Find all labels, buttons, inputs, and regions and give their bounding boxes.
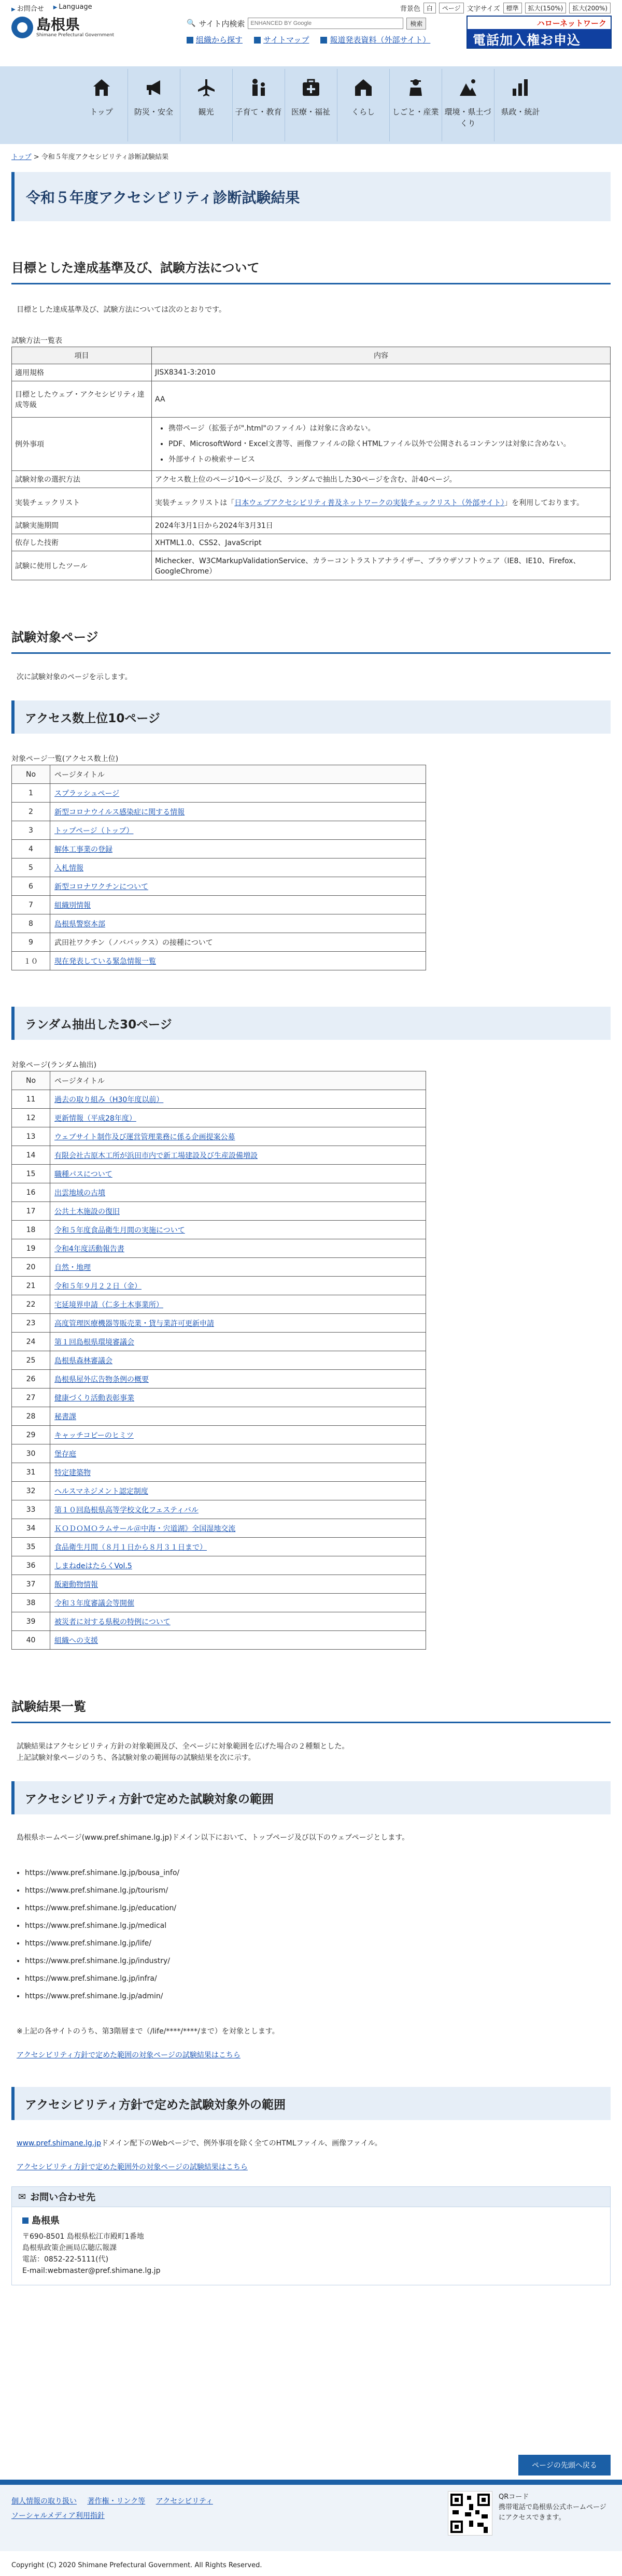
nav-item-industry[interactable]: しごと・産業: [390, 69, 442, 141]
row-number: 7: [12, 896, 50, 914]
row-number: 36: [12, 1556, 50, 1575]
row-number: 19: [12, 1239, 50, 1258]
mobile-site-link[interactable]: ▶ お問合せ: [11, 5, 44, 13]
megaphone-icon: [143, 76, 165, 99]
method-table: [11, 347, 611, 580]
qr-code-icon: [448, 2491, 492, 2536]
top10-table: [11, 765, 426, 970]
table-row: [12, 1370, 426, 1389]
subheading-top10: アクセス数上位10ページ: [11, 700, 611, 734]
accessibility-link[interactable]: アクセシビリティ: [156, 2497, 213, 2506]
col-header-title: ページタイトル: [50, 1071, 426, 1090]
row-number: 5: [12, 858, 50, 877]
page-title-link[interactable]: 宅延境界申請（仁多土木事業所）: [54, 1300, 163, 1309]
method-table-caption: 試験方法一覧表: [11, 337, 62, 345]
table-row: [12, 1146, 426, 1165]
page-title-link[interactable]: 島根県屋外広告物条例の概要: [54, 1375, 149, 1384]
row-number: 11: [12, 1090, 50, 1109]
table-row: 試験に使用したツール Michecker、W3CMarkupValidationService、カラーコントラストアナライザー、ブラウザソフトウェア（IE8、IE10、Firefox、GoogleChrome）: [12, 551, 611, 580]
targets-intro: 次に試験対象のページを示します。: [17, 673, 132, 681]
table-row: [12, 1519, 426, 1538]
table-row: [12, 914, 426, 933]
nav-item-tourism[interactable]: 観光: [180, 69, 233, 141]
banner-main-text: 電話加入権お申込: [473, 33, 581, 48]
outside-domain-link[interactable]: www.pref.shimane.lg.jp: [17, 2139, 102, 2148]
table-row: [12, 858, 426, 877]
global-nav: [0, 66, 622, 144]
page-title-link[interactable]: 令和５年度食品衛生月間の実施について: [54, 1226, 185, 1235]
table-row: [12, 1295, 426, 1314]
table-row: [12, 896, 426, 914]
policy-note: ※上記の各サイトのうち、第3階層まで（/life/****/****/まで）を対象とします。: [17, 2027, 279, 2036]
qr-description: 携帯電話で島根県公式ホームページにアクセスできます。: [499, 2503, 606, 2522]
search-label: サイト内検索: [199, 19, 245, 28]
row-number: 2: [12, 803, 50, 821]
row-number: 21: [12, 1277, 50, 1295]
page-title-link[interactable]: 出雲地域の古墳: [54, 1189, 105, 1197]
row-number: 22: [12, 1295, 50, 1314]
chart-icon: [509, 76, 532, 99]
row-number: 40: [12, 1631, 50, 1650]
page-title-link[interactable]: 島根県森林審議会: [54, 1356, 112, 1365]
copyright-link[interactable]: 著作権・リンク等: [87, 2497, 146, 2506]
list-item: • PDF、MicrosoftWord・Excel文書等、画像ファイルの除くHTMLファイル以外で公開されるコンテンツは対象に含めない。: [168, 436, 607, 452]
nav-item-disaster[interactable]: 防災・安全: [128, 69, 180, 141]
policy-url-list: [25, 1864, 611, 2005]
subheading-policy-scope: アクセシビリティ方針で定めた試験対象の範囲: [11, 1781, 611, 1814]
qr-title: QRコード: [499, 2493, 529, 2501]
table-row: 実装チェックリスト 実装チェックリストは「日本ウェブアクセシビリティ普及ネットワークの実装チェックリスト（外部サイト）」を利用しております。: [12, 488, 611, 517]
table-row: [12, 1109, 426, 1127]
triangle-icon: ▶: [11, 6, 16, 12]
list-item: • https://www.pref.shimane.lg.jp/life/: [25, 1935, 611, 1952]
font-size-label: 文字サイズ: [466, 5, 500, 13]
footer-band: [0, 2480, 622, 2485]
col-header-content: 内容: [152, 347, 611, 364]
table-row: [12, 840, 426, 858]
table-row: [12, 1202, 426, 1221]
list-item: • https://www.pref.shimane.lg.jp/education/: [25, 1899, 611, 1917]
page-title-text: 武田社ワクチン（ノババックス）の接種について: [50, 933, 426, 952]
row-number: 32: [12, 1482, 50, 1500]
page-title-link[interactable]: 組織への支援: [54, 1636, 98, 1645]
random-table: [11, 1071, 426, 1650]
table-row: 依存した技術 XHTML1.0、CSS2、JavaScript: [12, 534, 611, 551]
font-150-button[interactable]: 拡大(150%): [525, 3, 567, 13]
row-number: 3: [12, 821, 50, 840]
col-header-no: No: [12, 1071, 50, 1090]
table-row: 目標としたウェブ・アクセシビリティ達成等級 AA: [12, 381, 611, 418]
site-header: [0, 16, 622, 66]
section-heading-targets: 試験対象ページ: [11, 627, 611, 654]
row-number: 37: [12, 1575, 50, 1594]
contact-box: [11, 2207, 611, 2285]
bg-white-button[interactable]: 白: [423, 3, 436, 13]
table-row: [12, 784, 426, 803]
nav-item-top[interactable]: トップ: [76, 69, 128, 141]
row-number: 34: [12, 1519, 50, 1538]
page-title-link[interactable]: 有限会社古原木工所が浜田市内で新工場建設及び生産設備増設: [54, 1151, 258, 1160]
subheading-random30: ランダム抽出した30ページ: [11, 1007, 611, 1040]
row-number: 38: [12, 1594, 50, 1612]
site-logo[interactable]: [11, 17, 182, 38]
bg-page-button[interactable]: ページ: [439, 3, 464, 13]
search-icon: 🔍: [187, 19, 196, 27]
table-row: [12, 1631, 426, 1650]
row-number: 31: [12, 1463, 50, 1482]
page-title-link[interactable]: 令和３年度審議会等開催: [54, 1599, 134, 1608]
font-200-button[interactable]: 拡大(200%): [569, 3, 611, 13]
col-header-no: No: [12, 765, 50, 784]
table-row: [12, 1463, 426, 1482]
page-title-link[interactable]: 解体工事業の登録: [54, 845, 112, 854]
list-item: • https://www.pref.shimane.lg.jp/medical: [25, 1917, 611, 1935]
row-number: 30: [12, 1444, 50, 1463]
row-number: 25: [12, 1351, 50, 1370]
random-caption: 対象ページ(ランダム抽出): [11, 1061, 97, 1069]
row-number: 6: [12, 877, 50, 896]
outside-results-link[interactable]: アクセシビリティ方針で定めた範囲外の対象ページの試験結果はこちら: [17, 2163, 248, 2171]
table-row: [12, 1444, 426, 1463]
square-bullet-icon: [22, 2217, 29, 2224]
page-title-link[interactable]: 健康づくり活動表彰事業: [54, 1394, 134, 1403]
nav-item-medical[interactable]: 医療・福祉: [285, 69, 337, 141]
ad-banner[interactable]: [466, 16, 612, 49]
breadcrumb-top-link[interactable]: トップ: [11, 153, 32, 161]
contact-org: 島根県: [32, 2215, 60, 2226]
square-bullet-icon: [254, 37, 261, 44]
medical-bag-icon: [300, 76, 322, 99]
page-title-link[interactable]: 令和4年度活動報告書: [54, 1244, 124, 1253]
table-row: [12, 1221, 426, 1239]
page-title-link[interactable]: 過去の取り組み（H30年度以前）: [54, 1095, 164, 1104]
row-number: 27: [12, 1389, 50, 1407]
row-number: 17: [12, 1202, 50, 1221]
table-row: [12, 1351, 426, 1370]
criteria-intro: 目標とした達成基準及び、試験方法については次のとおりです。: [17, 306, 227, 314]
section-heading-results: 試験結果一覧: [11, 1696, 611, 1723]
table-row: 試験対象の選択方法 アクセス数上位のページ10ページ及び、ランダムで抽出した30ページを含む、計40ページ。: [12, 471, 611, 488]
row-number: 35: [12, 1538, 50, 1556]
house-icon: [352, 76, 375, 99]
row-number: 15: [12, 1165, 50, 1183]
row-number: 13: [12, 1127, 50, 1146]
row-number: 26: [12, 1370, 50, 1389]
table-row: [12, 1575, 426, 1594]
page-title-link[interactable]: 新型コロナウイルス感染症に関する情報: [54, 808, 185, 817]
list-item: • https://www.pref.shimane.lg.jp/industry/: [25, 1952, 611, 1970]
nav-item-statistics[interactable]: 県政・統計: [494, 69, 547, 141]
col-header-item: 項目: [12, 347, 152, 364]
table-row: [12, 1594, 426, 1612]
page-title-link[interactable]: スプラッシュページ: [54, 789, 120, 798]
table-row: [12, 877, 426, 896]
table-row: [12, 1090, 426, 1109]
language-link[interactable]: ▶ Language: [53, 3, 92, 11]
nav-item-life[interactable]: くらし: [337, 69, 390, 141]
top10-caption: 対象ページ一覧(アクセス数上位): [11, 755, 119, 763]
table-row: [12, 952, 426, 970]
row-number: 4: [12, 840, 50, 858]
col-header-title: ページタイトル: [50, 765, 426, 784]
square-bullet-icon: [187, 37, 193, 44]
table-row: [12, 1183, 426, 1202]
row-number: １０: [12, 952, 50, 970]
page-title-link[interactable]: キャッチコピーのヒミツ: [54, 1431, 134, 1440]
checklist-link[interactable]: 日本ウェブアクセシビリティ普及ネットワークの実装チェックリスト（外部サイト）: [234, 498, 505, 507]
table-row: [12, 1127, 426, 1146]
press-release-link[interactable]: 報道発表資料（外部サイト）: [320, 34, 430, 45]
search-area: [187, 16, 461, 45]
row-number: 29: [12, 1426, 50, 1444]
table-row: [12, 1333, 426, 1351]
row-number: 18: [12, 1221, 50, 1239]
table-row: [12, 1482, 426, 1500]
row-number: 9: [12, 933, 50, 952]
triangle-icon: ▶: [53, 4, 58, 10]
page-title-link[interactable]: 入札情報: [54, 864, 83, 872]
org-search-link[interactable]: 組織から探す: [187, 34, 243, 45]
table-row: [12, 1500, 426, 1519]
subheading-outside-scope: アクセシビリティ方針で定めた試験対象外の範囲: [11, 2087, 611, 2120]
row-number: 39: [12, 1612, 50, 1631]
page-title: 令和５年度アクセシビリティ診断試験結果: [11, 172, 611, 221]
logo-title: 島根県: [36, 16, 80, 33]
table-row: 試験実施期間 2024年3月1日から2024年3月31日: [12, 517, 611, 534]
bg-color-label: 背景色: [400, 5, 420, 13]
page-title-link[interactable]: 食品衛生月間（８月１日から８月３１日まで）: [54, 1543, 207, 1552]
mail-icon: ✉: [18, 2191, 26, 2202]
row-number: 16: [12, 1183, 50, 1202]
row-number: 14: [12, 1146, 50, 1165]
page-title-link[interactable]: 新型コロナワクチンについて: [54, 882, 149, 891]
page-title-link[interactable]: 堡存庭: [54, 1450, 76, 1458]
table-row: 例外事項 • 携帯ページ（拡張子が".html"のファイル）は対象に含めない。 • PDF、MicrosoftWord・Excel文書等、画像ファイルの除くHTMLファイル以外で公開されるコンテンツは対象に含めない。 • 外部サイトの検索サービス: [12, 418, 611, 471]
nav-item-education[interactable]: 子育て・教育: [233, 69, 285, 141]
row-number: 24: [12, 1333, 50, 1351]
table-row: [12, 1407, 426, 1426]
contact-email: E-mail:webmaster@pref.shimane.lg.jp: [22, 2267, 161, 2275]
table-row: [12, 803, 426, 821]
page-title-link[interactable]: 被災者に対する県税の特例について: [54, 1618, 171, 1626]
page-title-link[interactable]: 第１０回島根県高等学校文化フェスティバル: [54, 1506, 199, 1514]
table-row: [12, 821, 426, 840]
nav-item-environment[interactable]: 環境・県土づくり: [442, 69, 494, 141]
policy-results-link[interactable]: アクセシビリティ方針で定めた範囲の対象ページの試験結果はこちら: [17, 2051, 241, 2059]
row-number: 12: [12, 1109, 50, 1127]
environment-icon: [457, 76, 479, 99]
breadcrumb-current: 令和５年度アクセシビリティ診断試験結果: [41, 153, 169, 161]
policy-scope-text: 島根県ホームページ(www.pref.shimane.lg.jp)ドメイン以下において、トップページ及び以下のウェブページとします。: [17, 1834, 409, 1842]
page-title-link[interactable]: ヘルスマネジメント認定制度: [54, 1487, 148, 1496]
square-bullet-icon: [320, 37, 327, 44]
contact-heading: ✉ お問い合わせ先: [11, 2186, 611, 2207]
home-icon: [90, 76, 113, 99]
page-title-link[interactable]: トップページ（トップ）: [54, 826, 134, 835]
results-intro-1: 試験結果はアクセシビリティ方針の対象範囲及び、全ページに対象範囲を広げた場合の２種類とした。: [17, 1742, 349, 1751]
page-title-link[interactable]: 令和５年９月２２日（金）: [54, 1282, 142, 1291]
row-number: 1: [12, 784, 50, 803]
page-title-link[interactable]: 島根県警察本部: [54, 920, 105, 928]
table-row: [12, 1426, 426, 1444]
page-title-link[interactable]: 職種パスについて: [54, 1170, 112, 1179]
prefecture-emblem-icon: [11, 17, 33, 38]
row-number: 20: [12, 1258, 50, 1277]
table-row: [12, 1239, 426, 1258]
page-title-link[interactable]: ウェブサイト制作及び運営管理業務に係る企画提案公募: [54, 1133, 235, 1141]
list-item: • https://www.pref.shimane.lg.jp/bousa_info/: [25, 1864, 611, 1882]
list-item: • https://www.pref.shimane.lg.jp/tourism/: [25, 1882, 611, 1899]
copyright-text: Copyright (C) 2020 Shimane Prefectural Government. All Rights Reserved.: [11, 2561, 262, 2569]
page-title-link[interactable]: 高度管理医療機器等販売業・貸与業許可更新申請: [54, 1319, 214, 1328]
site-footer: [0, 2485, 622, 2551]
social-media-link[interactable]: ソーシャルメディア利用指針: [11, 2512, 105, 2520]
contact-address: 〒690-8501 島根県松江市殿町1番地: [22, 2232, 144, 2241]
contact-tel: 電話：0852-22-5111(代): [22, 2255, 109, 2264]
page-title-link[interactable]: 第１回島根県環境審議会: [54, 1338, 134, 1347]
page-title-link[interactable]: 更新情報（平成28年度）: [54, 1114, 136, 1123]
table-row: [12, 1314, 426, 1333]
row-number: 8: [12, 914, 50, 933]
page-title-link[interactable]: 特定建築物: [54, 1468, 91, 1477]
page-title-link[interactable]: 現在発表している緊急情報一覧: [54, 957, 156, 966]
results-intro-2: 上記試験対象ページのうち、各試験対象の範囲毎の試験結果を次に示す。: [17, 1754, 256, 1762]
contact-reception: 島根県政策企画局広聴広報課: [22, 2244, 117, 2252]
breadcrumb: トップ > 令和５年度アクセシビリティ診断試験結果: [11, 153, 169, 161]
list-item: • 外部サイトの検索サービス: [168, 452, 607, 467]
table-row: 適用規格 JISX8341-3:2010: [12, 364, 611, 381]
row-number: 28: [12, 1407, 50, 1426]
list-item: • 携帯ページ（拡張子が".html"のファイル）は対象に含めない。: [168, 421, 607, 436]
table-row: [12, 1277, 426, 1295]
family-icon: [247, 76, 270, 99]
search-button[interactable]: 検索: [406, 18, 426, 30]
row-number: 33: [12, 1500, 50, 1519]
worker-icon: [404, 76, 427, 99]
table-row: [12, 1389, 426, 1407]
list-item: • https://www.pref.shimane.lg.jp/admin/: [25, 1987, 611, 2005]
page-title-link[interactable]: しまねdeはたらくVol.5: [54, 1562, 132, 1570]
row-number: 23: [12, 1314, 50, 1333]
footer-links: [11, 2494, 221, 2523]
plane-icon: [195, 76, 218, 99]
sitemap-link[interactable]: サイトマップ: [254, 34, 309, 45]
logo-subtitle: Shimane Prefectural Government: [36, 33, 115, 38]
table-row: [12, 1165, 426, 1183]
page-title-link[interactable]: 秘書課: [54, 1412, 76, 1421]
page-title-link[interactable]: 自然・地理: [54, 1263, 91, 1272]
table-row: [12, 1556, 426, 1575]
privacy-link[interactable]: 個人情報の取り扱い: [11, 2497, 77, 2506]
page-top-button[interactable]: ページの先頭へ戻る: [518, 2455, 611, 2475]
list-item: • https://www.pref.shimane.lg.jp/infra/: [25, 1970, 611, 1987]
table-row: [12, 1538, 426, 1556]
table-row: [12, 933, 426, 952]
search-input[interactable]: [248, 18, 403, 29]
section-heading-criteria: 目標とした達成基準及び、試験方法について: [11, 257, 611, 284]
table-row: [12, 1612, 426, 1631]
table-row: [12, 1258, 426, 1277]
banner-top-text: ハローネットワーク: [468, 17, 611, 29]
utility-bar: [0, 0, 622, 16]
page-title-link[interactable]: 公共土木施設の復旧: [54, 1207, 120, 1216]
font-std-button[interactable]: 標準: [503, 3, 522, 13]
page-title-link[interactable]: 飯避動物情報: [54, 1580, 98, 1589]
page-title-link[interactable]: ＫＯＤＯＭＯラムサール＠中海・宍道湖》全国湿地交流: [54, 1524, 236, 1533]
page-title-link[interactable]: 組織別情報: [54, 901, 91, 910]
